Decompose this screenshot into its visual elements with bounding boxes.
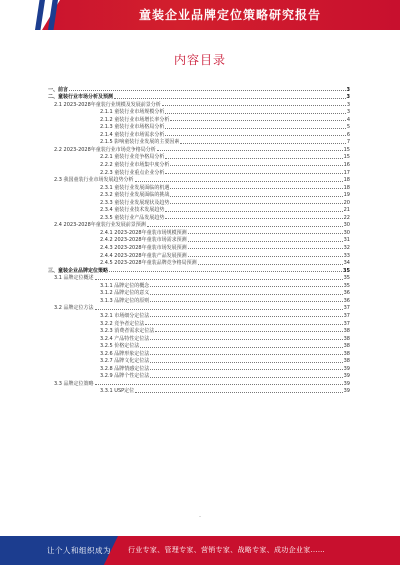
toc-entry-label: 2.3.2 童装行业发展面临的挑战 xyxy=(100,192,170,199)
toc-entry-page: 18 xyxy=(343,184,350,191)
toc-entry-page: 34 xyxy=(343,260,350,267)
toc-entry[interactable] xyxy=(48,296,350,304)
toc-leader-dots xyxy=(188,233,343,234)
toc-leader-dots xyxy=(165,158,342,159)
toc-entry-page: 17 xyxy=(343,169,350,176)
toc-entry-page: 38 xyxy=(343,335,350,342)
toc-entry[interactable] xyxy=(48,289,350,297)
toc-entry-label: 3.2 品牌定位方法 xyxy=(54,305,94,312)
toc-entry-page: 4 xyxy=(346,116,350,123)
toc-entry-page: 3 xyxy=(346,94,350,101)
toc-leader-dots xyxy=(165,128,345,129)
toc-entry-page: 22 xyxy=(343,214,350,221)
page-marker: - xyxy=(199,514,201,520)
toc-entry-label: 2.4.2 2023-2028年童装市场需求预测 xyxy=(100,237,187,244)
toc-entry[interactable] xyxy=(48,123,350,131)
table-of-contents xyxy=(48,85,350,394)
toc-entry-page: 7 xyxy=(346,139,350,146)
toc-entry[interactable] xyxy=(48,281,350,289)
toc-leader-dots xyxy=(157,150,343,151)
toc-entry-page: 36 xyxy=(343,290,350,297)
toc-entry-label: 3.1.1 品牌定位的概念 xyxy=(100,282,150,289)
toc-entry[interactable] xyxy=(48,243,350,251)
toc-entry[interactable] xyxy=(48,372,350,380)
toc-entry-label: 3.1.3 品牌定位的原则 xyxy=(100,297,150,304)
toc-leader-dots xyxy=(150,339,342,340)
toc-entry-label: 2.4.3 2023-2028年童装市场发展预测 xyxy=(100,245,187,252)
toc-leader-dots xyxy=(170,165,342,166)
toc-entry[interactable] xyxy=(48,115,350,123)
toc-entry-label: 3.1 品牌定位概述 xyxy=(54,275,94,282)
toc-leader-dots xyxy=(150,354,342,355)
toc-entry[interactable] xyxy=(48,327,350,335)
toc-leader-dots xyxy=(155,331,342,332)
toc-entry-page: 19 xyxy=(343,192,350,199)
toc-entry-label: 3.2.2 竞争者定位法 xyxy=(100,320,145,327)
toc-leader-dots xyxy=(109,271,342,272)
toc-leader-dots xyxy=(150,301,342,302)
toc-leader-dots xyxy=(165,135,345,136)
toc-entry-page: 38 xyxy=(343,328,350,335)
toc-entry[interactable] xyxy=(48,266,350,274)
toc-entry-label: 3.2.8 品牌情感定位法 xyxy=(100,365,150,372)
toc-entry[interactable] xyxy=(48,198,350,206)
toc-entry-label: 2.1.3 童装行业市场格局分析 xyxy=(100,124,165,131)
toc-entry-label: 2.1.2 童装行业市场增长率分析 xyxy=(100,116,170,123)
toc-entry[interactable] xyxy=(48,138,350,146)
toc-entry-label: 一、前言 xyxy=(48,86,69,93)
toc-entry[interactable] xyxy=(48,259,350,267)
toc-entry[interactable] xyxy=(48,274,350,282)
toc-entry-page: 37 xyxy=(343,320,350,327)
toc-entry-page: 38 xyxy=(343,350,350,357)
toc-entry[interactable] xyxy=(48,191,350,199)
toc-leader-dots xyxy=(165,218,342,219)
toc-entry-page: 37 xyxy=(343,312,350,319)
toc-leader-dots xyxy=(114,98,346,99)
toc-entry[interactable] xyxy=(48,213,350,221)
toc-entry[interactable] xyxy=(48,304,350,312)
toc-entry[interactable] xyxy=(48,168,350,176)
toc-entry[interactable] xyxy=(48,183,350,191)
toc-heading: 内容目录 xyxy=(173,53,226,67)
toc-entry[interactable] xyxy=(48,357,350,365)
toc-entry-page: 3 xyxy=(346,101,350,108)
toc-entry-label: 二、童装行业市场分析及预测 xyxy=(48,94,114,101)
toc-entry-label: 2.1 2023-2028年童装行业规模及发展前景分析 xyxy=(54,101,161,108)
toc-leader-dots xyxy=(69,90,346,91)
toc-entry[interactable] xyxy=(48,334,350,342)
toc-entry-page: 39 xyxy=(343,380,350,387)
toc-leader-dots xyxy=(95,384,343,385)
toc-entry-label: 3.3 品牌定位策略 xyxy=(54,380,94,387)
toc-entry[interactable] xyxy=(48,319,350,327)
toc-entry-page: 33 xyxy=(343,252,350,259)
toc-leader-dots xyxy=(170,203,342,204)
toc-entry[interactable] xyxy=(48,251,350,259)
toc-entry[interactable] xyxy=(48,108,350,116)
footer-slogan-left: 让个人和组织成为 xyxy=(47,546,111,555)
toc-entry-label: 2.4 2023-2028年童装行业发展前景预测 xyxy=(54,222,146,229)
toc-entry[interactable] xyxy=(48,176,350,184)
toc-leader-dots xyxy=(135,181,343,182)
toc-entry-label: 3.2.4 产品特性定位法 xyxy=(100,335,150,342)
toc-leader-dots xyxy=(140,347,342,348)
toc-leader-dots xyxy=(95,309,343,310)
toc-entry-page: 15 xyxy=(343,154,350,161)
toc-entry[interactable] xyxy=(48,153,350,161)
toc-leader-dots xyxy=(162,105,346,106)
toc-entry-label: 3.3.1 USP定位 xyxy=(100,388,135,395)
toc-entry[interactable] xyxy=(48,379,350,387)
toc-entry-label: 2.1.1 童装行业市场规模分析 xyxy=(100,109,165,116)
toc-entry-page: 16 xyxy=(343,162,350,169)
toc-entry[interactable] xyxy=(48,387,350,395)
toc-entry-page: 38 xyxy=(343,358,350,365)
toc-entry[interactable] xyxy=(48,145,350,153)
toc-leader-dots xyxy=(188,241,343,242)
toc-entry[interactable] xyxy=(48,228,350,236)
toc-entry-label: 三、童装企业品牌定位策略 xyxy=(48,267,109,274)
toc-entry-page: 31 xyxy=(343,237,350,244)
toc-leader-dots xyxy=(165,211,342,212)
toc-entry-label: 2.3.1 童装行业发展面临的机遇 xyxy=(100,184,170,191)
toc-entry[interactable] xyxy=(48,160,350,168)
report-header xyxy=(0,0,400,30)
toc-entry[interactable] xyxy=(48,85,350,93)
toc-entry-label: 2.2.2 童装行业市场集中度分析 xyxy=(100,162,170,169)
toc-leader-dots xyxy=(150,362,342,363)
toc-entry-label: 3.2.9 品牌个性定位法 xyxy=(100,373,150,380)
toc-leader-dots xyxy=(150,286,342,287)
toc-entry-page: 39 xyxy=(343,365,350,372)
report-title: 童装企业品牌定位策略研究报告 xyxy=(138,8,321,22)
toc-entry-page: 37 xyxy=(343,305,350,312)
toc-entry-page: 3 xyxy=(346,109,350,116)
toc-entry-page: 21 xyxy=(343,207,350,214)
toc-entry[interactable] xyxy=(48,311,350,319)
toc-leader-dots xyxy=(165,113,345,114)
toc-leader-dots xyxy=(150,294,342,295)
toc-entry-label: 3.1.2 品牌定位的意义 xyxy=(100,290,150,297)
toc-entry-page: 6 xyxy=(346,131,350,138)
toc-entry-label: 2.3.5 童装行业产品发展趋势 xyxy=(100,214,165,221)
toc-entry[interactable] xyxy=(48,236,350,244)
toc-entry-page: 36 xyxy=(343,297,350,304)
toc-entry[interactable] xyxy=(48,221,350,229)
toc-leader-dots xyxy=(180,143,345,144)
toc-entry-label: 3.2.3 消费者需求定位法 xyxy=(100,328,155,335)
toc-entry-page: 35 xyxy=(343,275,350,282)
toc-entry-page: 30 xyxy=(343,222,350,229)
toc-entry-page: 38 xyxy=(343,343,350,350)
toc-entry-label: 2.3 我国童装行业市场发展趋势分析 xyxy=(54,177,134,184)
toc-entry-page: 3 xyxy=(346,86,350,93)
toc-entry[interactable] xyxy=(48,349,350,357)
toc-entry-label: 2.4.5 2023-2028年童装品牌竞争格局预测 xyxy=(100,260,197,267)
toc-entry-label: 2.2 2023-2028年童装行业市场竞争格局分析 xyxy=(54,146,156,153)
toc-entry-page: 5 xyxy=(346,124,350,131)
toc-leader-dots xyxy=(170,188,342,189)
toc-entry-label: 2.2.3 童装行业重点企业分析 xyxy=(100,169,165,176)
toc-leader-dots xyxy=(170,120,345,121)
toc-entry-label: 3.2.7 品牌文化定位法 xyxy=(100,358,150,365)
toc-entry-label: 3.2.5 价格定位法 xyxy=(100,343,140,350)
toc-entry-label: 2.3.3 童装行业发展现状及趋势 xyxy=(100,199,170,206)
footer-slogan-right: 行业专家、管理专家、营销专家、战略专家、成功企业家…… xyxy=(128,546,326,554)
report-footer xyxy=(0,536,400,565)
toc-leader-dots xyxy=(95,279,343,280)
toc-entry-label: 3.2.1 市场细分定位法 xyxy=(100,312,150,319)
toc-leader-dots xyxy=(150,316,342,317)
toc-entry[interactable] xyxy=(48,206,350,214)
toc-leader-dots xyxy=(188,248,343,249)
toc-entry[interactable] xyxy=(48,130,350,138)
toc-entry[interactable] xyxy=(48,100,350,108)
toc-leader-dots xyxy=(170,196,342,197)
toc-entry-page: 18 xyxy=(343,177,350,184)
toc-entry-label: 2.2.1 童装行业竞争格局分析 xyxy=(100,154,165,161)
toc-entry-page: 15 xyxy=(343,146,350,153)
toc-entry-page: 39 xyxy=(343,388,350,395)
toc-entry-label: 2.1.4 童装行业市场需求分析 xyxy=(100,131,165,138)
toc-leader-dots xyxy=(147,226,343,227)
toc-leader-dots xyxy=(188,256,343,257)
toc-entry-label: 2.4.1 2023-2028年童装市场规模预测 xyxy=(100,229,187,236)
toc-entry-page: 35 xyxy=(343,267,350,274)
toc-entry-page: 32 xyxy=(343,245,350,252)
toc-leader-dots xyxy=(198,264,343,265)
toc-leader-dots xyxy=(145,324,342,325)
toc-entry-page: 35 xyxy=(343,282,350,289)
toc-entry-label: 2.4.4 2023-2028年童装产品发展预测 xyxy=(100,252,187,259)
toc-entry-label: 2.3.4 童装行业技术发展趋势 xyxy=(100,207,165,214)
toc-leader-dots xyxy=(150,369,342,370)
toc-entry-page: 30 xyxy=(343,229,350,236)
toc-leader-dots xyxy=(135,392,342,393)
toc-entry[interactable] xyxy=(48,93,350,101)
toc-entry-label: 2.1.5 影响童装行业发展的主要因素 xyxy=(100,139,180,146)
toc-entry-page: 20 xyxy=(343,199,350,206)
toc-entry-label: 3.2.6 品牌形象定位法 xyxy=(100,350,150,357)
toc-leader-dots xyxy=(150,377,342,378)
toc-leader-dots xyxy=(165,173,342,174)
toc-entry-page: 39 xyxy=(343,373,350,380)
toc-entry[interactable] xyxy=(48,342,350,350)
toc-entry[interactable] xyxy=(48,364,350,372)
